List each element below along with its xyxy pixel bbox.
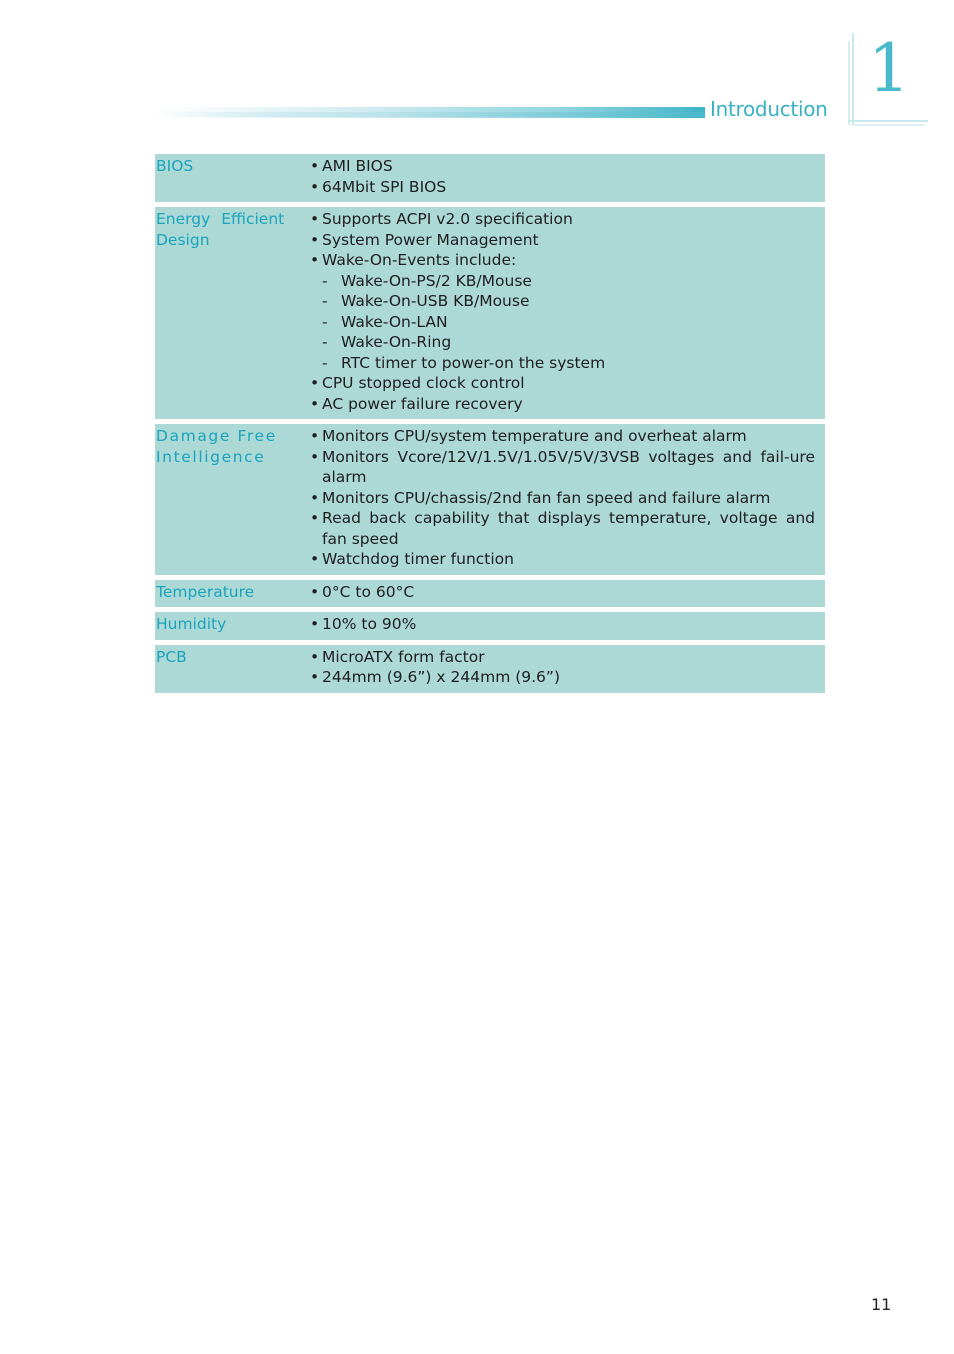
bullet-marker: • [310, 210, 320, 228]
dash-marker: - [322, 271, 328, 290]
spec-item [310, 394, 815, 415]
spec-subitem-text: Wake-On-PS/2 KB/Mouse [341, 271, 532, 290]
spec-item [310, 177, 815, 198]
dash-marker: - [322, 353, 328, 372]
spec-subitem [310, 271, 815, 292]
spec-subitem [310, 353, 815, 374]
spec-item-text: 0°C to 60°C [322, 582, 415, 601]
spec-label: Temperature [156, 582, 255, 601]
spec-content [306, 582, 825, 603]
spec-item [310, 549, 815, 570]
spec-subitem [310, 312, 815, 333]
spec-label: PCB [156, 647, 187, 666]
dash-marker: - [322, 312, 328, 331]
spec-label: Humidity [156, 615, 227, 633]
spec-row [155, 207, 825, 419]
spec-item [310, 508, 815, 549]
bullet-marker: • [310, 488, 320, 507]
spec-content [306, 426, 825, 570]
spec-row [155, 424, 825, 575]
spec-label: Damage Free Intelligence [156, 427, 277, 466]
spec-subitem-text: RTC timer to power-on the system [341, 353, 606, 372]
bullet-marker: • [310, 157, 320, 175]
spec-item-text: CPU stopped clock control [322, 374, 525, 392]
bullet-marker: • [310, 550, 320, 568]
bullet-marker: • [310, 447, 320, 466]
spec-item-text: 244mm (9.6”) x 244mm (9.6”) [322, 668, 560, 686]
spec-item-text: System Power Management [322, 230, 539, 249]
spec-row [155, 154, 825, 202]
spec-item-text: MicroATX form factor [322, 647, 485, 666]
spec-item [310, 647, 815, 668]
bullet-marker: • [310, 509, 320, 527]
spec-item-text: Supports ACPI v2.0 specification [322, 210, 573, 228]
spec-content [306, 209, 825, 414]
spec-item [310, 209, 815, 230]
spec-subitem [310, 291, 815, 312]
spec-item-text: 64Mbit SPI BIOS [322, 177, 447, 196]
specifications-table [155, 154, 825, 698]
spec-item-text: Watchdog timer function [322, 550, 514, 568]
spec-label: Energy Efficient Design [156, 210, 285, 249]
spec-item-text: AC power failure recovery [322, 394, 523, 413]
bullet-marker: • [310, 394, 320, 413]
spec-item [310, 230, 815, 251]
spec-item-text: Wake-On-Events include: [322, 251, 517, 269]
bullet-marker: • [310, 251, 320, 269]
spec-subitem-text: Wake-On-LAN [341, 312, 448, 331]
bullet-marker: • [310, 374, 320, 392]
spec-item-text: Read back capability that displays temperature, voltage and fan speed [322, 509, 815, 548]
spec-item-text: Monitors CPU/chassis/2nd fan fan speed and failure alarm [322, 488, 771, 507]
spec-label: BIOS [156, 157, 194, 175]
spec-row [155, 612, 825, 640]
bullet-marker: • [310, 230, 320, 249]
spec-subitem-text: Wake-On-Ring [341, 333, 452, 351]
spec-item-text: Monitors Vcore/12V/1.5V/1.05V/5V/3VSB voltages and fail-ure alarm [322, 447, 815, 486]
bullet-marker: • [310, 427, 320, 445]
bullet-marker: • [310, 177, 320, 196]
spec-item-text: Monitors CPU/system temperature and overheat alarm [322, 427, 747, 445]
spec-item-text: AMI BIOS [322, 157, 393, 175]
spec-item [310, 582, 815, 603]
spec-content [306, 614, 825, 635]
spec-item [310, 373, 815, 394]
spec-row [155, 580, 825, 608]
spec-item [310, 667, 815, 688]
header-decorative-bar [155, 107, 705, 118]
spec-item [310, 614, 815, 635]
bullet-marker: • [310, 668, 320, 686]
spec-content [306, 647, 825, 688]
spec-item-text: 10% to 90% [322, 615, 417, 633]
section-title: Introduction [710, 97, 828, 121]
bullet-marker: • [310, 615, 320, 633]
chapter-number: 1 [868, 30, 910, 107]
spec-item [310, 488, 815, 509]
bullet-marker: • [310, 582, 320, 601]
spec-subitem-text: Wake-On-USB KB/Mouse [341, 292, 530, 310]
bullet-marker: • [310, 647, 320, 666]
spec-item [310, 156, 815, 177]
spec-subitem [310, 332, 815, 353]
spec-content [306, 156, 825, 197]
dash-marker: - [322, 333, 328, 351]
dash-marker: - [322, 292, 328, 310]
spec-item [310, 426, 815, 447]
spec-item [310, 250, 815, 271]
spec-row [155, 645, 825, 693]
page-number: 11 [871, 1295, 892, 1314]
spec-item [310, 447, 815, 488]
